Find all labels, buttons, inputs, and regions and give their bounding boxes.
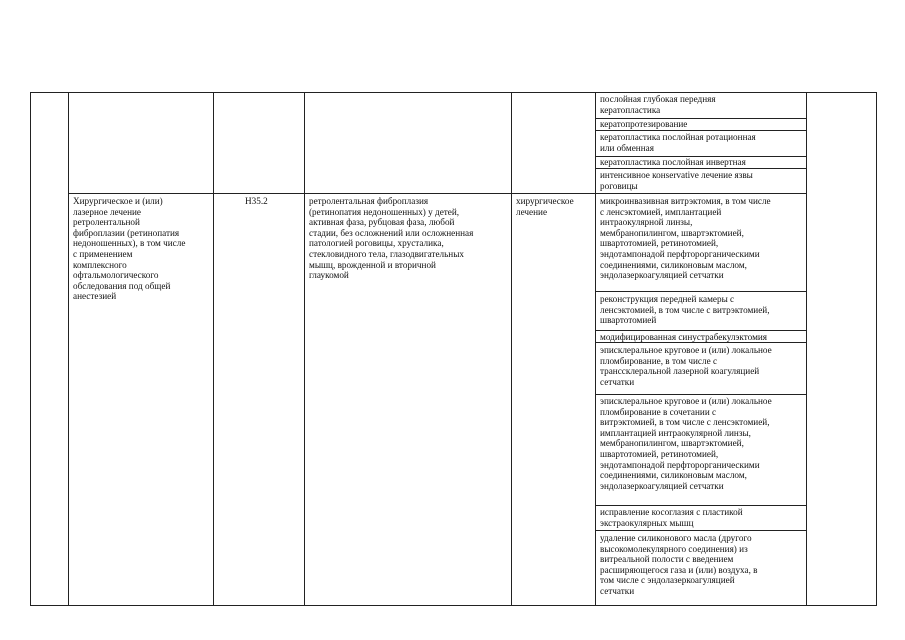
col-border-5: [595, 92, 596, 606]
method-cell: кератопротезирование: [600, 119, 688, 129]
col-border-6: [806, 92, 807, 606]
method-separator: [595, 330, 806, 331]
row-separator: [68, 193, 595, 194]
table-top-border: [30, 92, 876, 93]
col-border-7: [876, 92, 877, 606]
treatment-type-cell: хирургическое лечение: [516, 196, 574, 217]
care-profile-name-cell: Хирургическое и (или) лазерное лечение ретролентальной фиброплазии (ретинопатия недоношенных), в том числе с применением комплексного офтальмологического обследования под общей анестезией: [73, 196, 186, 302]
col-border-3: [304, 92, 305, 606]
method-cell: реконструкция передней камеры с ленсэктомией, в том числе с витрэктомией, швартотомией: [600, 294, 770, 326]
method-cell: микроинвазивная витрэктомия, в том числе с ленсэктомией, имплантацией интраокулярной линзы, мембранопилингом, швартэктомией, швартотомией, ретинотомией, эндотампонадой перфторорганическими соединениями, силиконовым маслом, эндолазеркоагуляцией сетчатки: [600, 196, 771, 281]
method-cell: удаление силиконового масла (другого высокомолекулярного соединения) из витреальной полости с введением расширяющегося газа и (или) воздуха, в том числе с эндолазеркоагуляцией сетчатки: [600, 533, 758, 596]
method-cell: послойная глубокая передняя кератопластика: [600, 94, 716, 115]
method-cell: эписклеральное круговое и (или) локальное пломбирование в сочетании с витрэктомией, в том числе с ленсэктомией, имплантацией интраокулярной линзы, мембранопилингом, швартэктомией, швартотомией, ретинотомией, эндотампонадой перфторорганическими соединениями, силиконовым маслом, эндолазеркоагуляцией сетчатки: [600, 396, 772, 491]
table-bottom-border: [30, 605, 876, 606]
icd-code-cell: H35.2: [245, 196, 268, 206]
col-border-1: [68, 92, 69, 606]
method-cell: кератопластика послойная ротационная или обменная: [600, 132, 756, 153]
method-cell: интенсивное конservative лечение язвы роговицы: [600, 170, 753, 191]
method-separator: [595, 168, 806, 169]
method-separator: [595, 130, 806, 131]
col-border-0: [30, 92, 31, 606]
method-cell: модифицированная синустрабекулэктомия: [600, 332, 768, 342]
patient-model-cell: ретролентальная фиброплазия (ретинопатия недоношенных) у детей, активная фаза, рубцовая фаза, любой стадии, без осложнений или осложненная патологией роговицы, хрусталика, стекловидного тела, глазодвигательных мышц, врожденной и вторичной глаукомой: [309, 196, 474, 281]
method-separator: [595, 505, 806, 506]
method-separator: [595, 530, 806, 531]
method-cell: эписклеральное круговое и (или) локальное пломбирование, в том числе с транссклеральной лазерной коагуляцией сетчатки: [600, 345, 772, 387]
method-separator: [595, 394, 806, 395]
method-separator: [595, 193, 806, 194]
method-separator: [595, 291, 806, 292]
method-cell: кератопластика послойная инвертная: [600, 157, 746, 167]
col-border-2: [213, 92, 214, 606]
method-cell: исправление косоглазия с пластикой экстраокулярных мышц: [600, 507, 743, 528]
col-border-4: [511, 92, 512, 606]
